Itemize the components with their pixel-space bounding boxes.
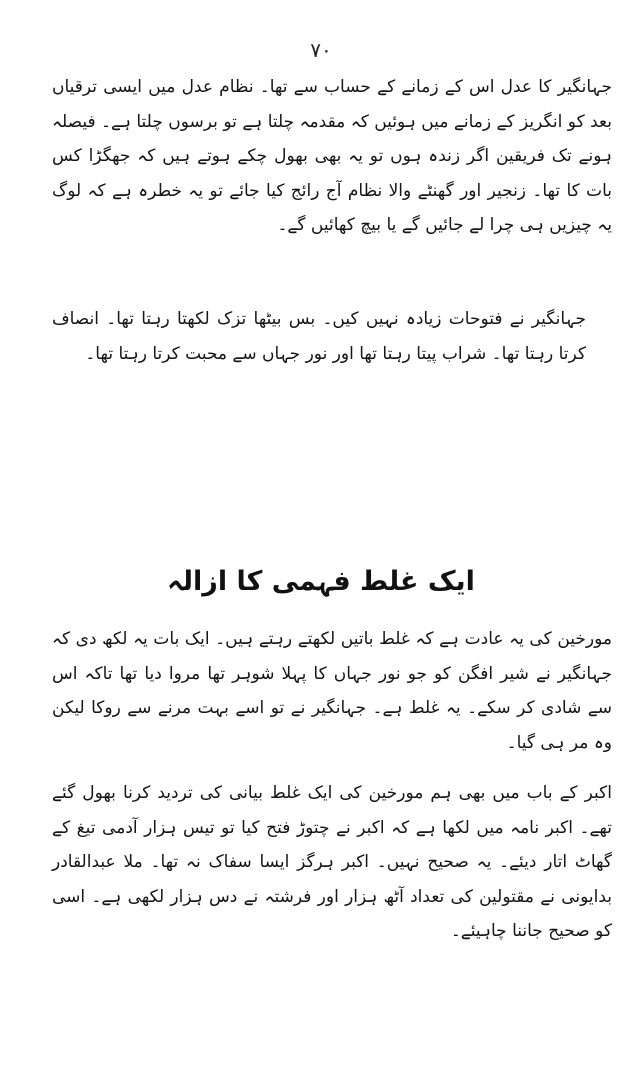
paragraph-akbar (52, 776, 612, 949)
paragraph-justice (52, 70, 612, 243)
paragraph-historians (52, 622, 612, 760)
page-number: ۷۰ (310, 38, 332, 62)
section-heading: ایک غلط فہمی کا ازالہ (167, 566, 475, 597)
paragraph-text: جہانگیر نے فتوحات زیادہ نہیں کیں۔ بس بیٹھا تزک لکھتا رہتا تھا۔ انصاف کرتا رہتا تھا۔ شراب پیتا رہتا تھا اور نور جہاں سے محبت کرتا رہتا تھا۔ (52, 309, 586, 364)
paragraph-text: مورخین کی یہ عادت ہے کہ غلط باتیں لکھتے رہتے ہیں۔ ایک بات یہ لکھ دی کہ جہانگیر نے شیر افگن کو جو نور جہاں کا پہلا شوہر تھا مروا دیا تھا تاکہ اس سے شادی کر سکے۔ یہ غلط ہے۔ جہانگیر نے تو اسے بہت مرنے سے روکا لیکن وہ مر ہی گیا۔ (52, 629, 612, 753)
paragraph-text: اکبر کے باب میں بھی ہم مورخین کی ایک غلط بیانی کی تردید کرنا بھول گئے تھے۔ اکبر نامہ میں لکھا ہے کہ اکبر نے چتوڑ فتح کیا تو تیس ہزار آدمی تیغ کے گھاٹ اتار دیئے۔ یہ صحیح نہیں۔ اکبر ہرگز ایسا سفاک نہ تھا۔ ملا عبدالقادر بدایونی نے مقتولین کی تعداد آٹھ ہزار اور فرشتہ نے دس ہزار لکھی ہے۔ اسی کو صحیح جاننا چاہیئے۔ (52, 783, 612, 941)
paragraph-conquests (52, 302, 612, 371)
paragraph-text: جہانگیر کا عدل اس کے زمانے کے حساب سے تھا۔ نظام عدل میں ایسی ترقیاں بعد کو انگریز کے زمانے میں ہوئیں کہ مقدمہ چلتا ہے تو برسوں چلتا ہے۔ فیصلہ ہونے تک فریقین اگر زندہ ہوں تو یہ بھی بھول چکے ہوتے ہیں کہ جھگڑا کس بات کا تھا۔ زنجیر اور گھنٹے والا نظام آج رائج کیا جائے تو یہ خطرہ ہے کہ لوگ یہ چیزیں ہی چرا لے جائیں گے یا بیچ کھائیں گے۔ (52, 77, 612, 235)
